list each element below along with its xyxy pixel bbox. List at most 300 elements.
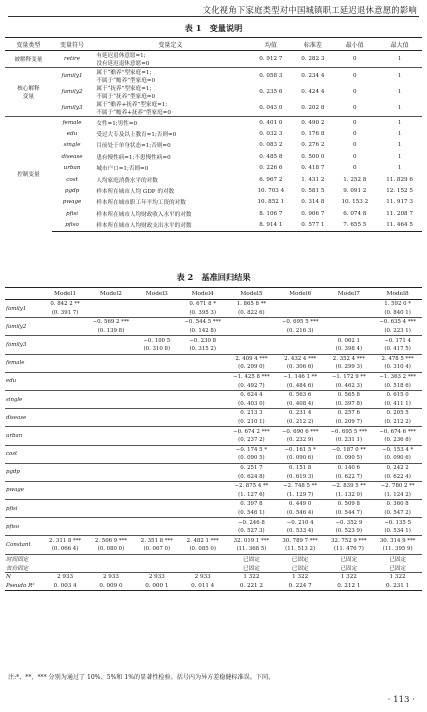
t2-stat-row <box>5 572 422 581</box>
t2-coef-cell <box>44 409 87 418</box>
t2-se-cell: (0. 139 8) <box>97 328 125 335</box>
t2-se-cell <box>227 327 276 336</box>
t1-min: 9. 091 2 <box>343 188 367 195</box>
t2-se-cell: (0. 624 8) <box>238 473 265 480</box>
t1-sd: 0. 282 3 <box>301 56 325 62</box>
t1-max: 1 <box>397 105 402 111</box>
t2-se-cell: (0. 310 8) <box>143 346 171 353</box>
t1-min: 6. 074 8 <box>343 210 367 217</box>
t2-fixed-cell: 已固定 <box>373 554 422 563</box>
t1-mean: 6. 967 2 <box>259 176 283 183</box>
t1-definition: 目前处于单身状态=1;否则=0 <box>96 143 171 150</box>
t2-coef-cell: −0. 230 8 <box>178 336 227 345</box>
t1-symbol: family3 <box>61 105 83 111</box>
t2-se-row <box>5 363 422 372</box>
t2-coef-cell <box>135 481 178 490</box>
t1-max: 1 <box>377 68 422 85</box>
t1-max: 12. 152 5 <box>386 188 413 195</box>
t2-coef-cell <box>135 354 178 363</box>
variable-table <box>5 37 422 232</box>
t2-se-cell: (0. 527 3) <box>238 528 265 535</box>
t2-coef-cell: 0. 563 6 <box>276 390 325 399</box>
t2-coef-cell <box>44 445 87 454</box>
t2-stat-cell: 0. 011 4 <box>178 581 227 590</box>
t2-var-name: disease <box>5 409 44 427</box>
t2-stat-cell: 1 322 <box>227 572 276 581</box>
t1-max: 11. 829 6 <box>386 176 413 183</box>
t2-fixed-row <box>5 563 422 572</box>
t2-coef-row <box>5 336 422 345</box>
t2-var-name: female <box>5 354 44 372</box>
t2-stat-cell: 0. 231 1 <box>373 581 422 590</box>
t2-se-cell: (11. 513 2) <box>285 546 316 553</box>
t1-definition: 人均家庭消费水平的对数 <box>96 177 158 184</box>
t2-coef-cell: 0. 062 1 <box>324 336 373 345</box>
t2-var-name: pfiso <box>5 518 44 536</box>
t2-se-cell: (0. 231 1) <box>335 437 363 444</box>
t1-definition: 样本所在城市人均财政收入水平的对数 <box>96 211 192 218</box>
t1-max: 1 <box>397 142 402 149</box>
t2-se-cell <box>87 436 136 445</box>
t1-min: 1. 252 8 <box>343 176 367 183</box>
t2-col-header <box>5 288 44 300</box>
t1-mean: 0. 235 6 <box>259 89 283 95</box>
t2-coef-cell: 0. 257 6 <box>324 409 373 418</box>
t1-definition: 女性=1;男性=0 <box>92 117 248 129</box>
t2-coef-cell: 2. 311 8 *** <box>44 536 87 545</box>
t1-col-header: 变量符号 <box>52 38 93 51</box>
t2-coef-row <box>5 409 422 418</box>
t2-coef-cell: −0. 161 5 * <box>276 445 325 454</box>
t2-se-cell: (0. 533 4) <box>286 528 314 535</box>
t1-definition: 属于“抚养”型家庭=1; 不属于“抚养”型家庭=0 <box>96 86 156 100</box>
t2-coef-cell: 0. 397 8 <box>227 500 276 509</box>
t2-se-cell <box>276 309 325 318</box>
t1-sd: 0. 500 0 <box>301 153 325 160</box>
t2-coef-cell: −0. 674 6 *** <box>373 427 422 436</box>
t2-se-row <box>5 545 422 554</box>
t2-se-cell <box>178 381 227 390</box>
t2-stat-cell: 0. 000 1 <box>135 581 178 590</box>
t1-mean: 8. 106 7 <box>259 210 283 217</box>
t1-symbol: family1 <box>52 68 93 85</box>
t2-coef-cell: 0. 615 0 <box>373 390 422 399</box>
t2-fixed-cell <box>44 554 87 563</box>
t2-fixed-cell: 已固定 <box>227 554 276 563</box>
t1-max: 1 <box>397 56 402 62</box>
t2-se-cell <box>178 509 227 518</box>
header-rule <box>8 16 419 17</box>
t2-var-name: single <box>5 390 44 408</box>
t1-min: 10. 153 2 <box>341 199 369 206</box>
t2-se-cell: (0. 299 0) <box>238 364 265 371</box>
t2-fixed-cell <box>135 563 178 572</box>
t2-coef-cell: −0. 635 4 *** <box>373 318 422 327</box>
t2-se-cell <box>178 418 227 427</box>
t2-se-cell <box>135 418 178 427</box>
t2-se-cell <box>276 345 325 354</box>
t2-coef-cell <box>44 463 87 472</box>
t1-max: 1 <box>377 117 422 129</box>
t2-coef-cell <box>135 518 178 527</box>
t2-coef-cell <box>178 427 227 436</box>
t2-coef-cell: 2. 351 8 *** <box>135 536 178 545</box>
t2-coef-row <box>5 372 422 381</box>
t1-symbol: urban <box>63 165 81 172</box>
table-note: 注:*、**、*** 分别为通过了 10%、5%和 1%的显著性检验。括号内为异方差稳健标准误。下同。 <box>8 674 275 681</box>
t1-col-header: 最大值 <box>377 38 422 51</box>
t2-coef-cell <box>44 518 87 527</box>
t2-coef-cell <box>44 336 87 345</box>
regression-table <box>5 287 422 591</box>
t2-coef-cell: −0. 569 2 *** <box>87 318 136 327</box>
t2-se-cell: (0. 216 3) <box>286 328 314 335</box>
t1-sd: 0. 906 7 <box>301 210 325 217</box>
t2-coef-cell: 30. 314 9 *** <box>373 536 422 545</box>
t1-row <box>5 197 422 208</box>
t2-se-cell: (0. 822 6) <box>238 309 265 316</box>
t2-coef-cell <box>87 409 136 418</box>
t2-coef-cell: 2. 482 1 *** <box>178 536 227 545</box>
t2-stat-cell: 0. 221 2 <box>227 581 276 590</box>
t1-row <box>5 208 422 219</box>
t1-symbol: female <box>52 117 93 129</box>
t1-sd: 0. 276 2 <box>301 142 325 149</box>
t1-definition: 有延迟退休意愿=1; 没有延迟退休意愿=0 <box>96 53 150 67</box>
t2-se-cell <box>135 490 178 499</box>
t2-coef-cell <box>87 372 136 381</box>
t2-coef-cell <box>44 500 87 509</box>
t1-row <box>5 100 422 117</box>
t1-definition: 样本所在城市人均财政支出水平的对数 <box>92 220 248 232</box>
t1-sd: 0. 202 8 <box>301 105 325 111</box>
t2-stat-cell: 2 933 <box>87 572 136 581</box>
t2-var-name: family2 <box>5 318 44 336</box>
t2-stat-label: Pseudo R² <box>5 581 44 590</box>
t1-definition: 患有慢性病=1;不患慢性病=0 <box>96 154 171 161</box>
t2-se-cell: (1. 127 6) <box>238 491 265 498</box>
t2-coef-cell <box>87 300 136 309</box>
t2-coef-cell: 0. 360 8 <box>373 500 422 509</box>
t2-coef-cell <box>44 390 87 399</box>
t2-coef-cell: −2. 875 4 ** <box>227 481 276 490</box>
t2-coef-cell: −2. 748 5 ** <box>276 481 325 490</box>
t2-coef-cell: 0. 213 3 <box>227 409 276 418</box>
t2-se-cell: (0. 310 4) <box>384 364 411 371</box>
t1-row <box>5 151 422 162</box>
t2-coef-cell <box>135 318 178 327</box>
t2-se-cell <box>44 327 87 336</box>
t2-se-cell: (0. 090 6) <box>384 455 411 462</box>
t2-coef-cell: 0. 151 8 <box>276 463 325 472</box>
t2-coef-cell <box>87 463 136 472</box>
t2-coef-cell <box>227 318 276 327</box>
t2-coef-cell <box>87 427 136 436</box>
t1-min: 0 <box>353 89 357 95</box>
t1-definition: 样本所在城市人均 GDP 的对数 <box>96 189 175 196</box>
t2-se-cell <box>87 309 136 318</box>
t2-se-cell <box>44 363 87 372</box>
t2-coef-cell: 2. 352 4 *** <box>324 354 373 363</box>
t2-coef-row <box>5 518 422 527</box>
t2-coef-cell: 0. 231 4 <box>276 409 325 418</box>
t2-se-cell <box>44 381 87 390</box>
t2-se-cell <box>135 363 178 372</box>
t2-se-cell: (0. 080 0) <box>97 546 125 553</box>
t2-coef-cell: 0. 509 8 <box>324 500 373 509</box>
t2-coef-row <box>5 500 422 509</box>
t1-symbol: edu <box>66 131 78 138</box>
t2-coef-cell: 32. 752 9 *** <box>324 536 373 545</box>
t2-col-header: Model8 <box>373 288 422 300</box>
t2-coef-cell: 0. 671 8 * <box>189 301 217 308</box>
t2-coef-cell <box>87 500 136 509</box>
t2-var-name: cost <box>5 445 44 463</box>
t2-stat-cell: 2 933 <box>44 572 87 581</box>
t2-se-cell: (0. 236 8) <box>384 437 411 444</box>
t1-mean: 0. 043 0 <box>259 105 283 111</box>
t2-se-cell: (0. 395 3) <box>189 309 216 316</box>
t1-mean: 10. 852 1 <box>257 199 285 206</box>
t2-fixed-cell <box>178 563 227 572</box>
t2-se-cell <box>87 472 136 481</box>
t2-coef-row <box>5 427 422 436</box>
t1-symbol: pfisi <box>66 210 79 217</box>
t2-se-cell: (0. 518 6) <box>384 382 411 389</box>
t1-sd: 1. 431 2 <box>301 176 325 183</box>
t2-coef-cell <box>178 518 227 527</box>
t2-col-header: Model7 <box>324 288 373 300</box>
t2-se-cell: (0. 403 0) <box>238 400 265 407</box>
t2-col-header: Model5 <box>227 288 276 300</box>
t2-col-header: Model4 <box>178 288 227 300</box>
t2-se-cell <box>44 436 87 445</box>
t2-stat-cell: 1 322 <box>276 572 325 581</box>
t2-se-cell <box>44 527 87 536</box>
t2-se-cell <box>87 381 136 390</box>
t2-se-cell: (0. 840 1) <box>384 309 411 316</box>
t2-se-cell: (0. 398 4) <box>335 346 363 353</box>
t2-se-row <box>5 436 422 445</box>
t1-definition: 属于“赡养+抚养”型家庭=1; 不属于“赡养+抚养”型家庭=0 <box>96 102 171 116</box>
t1-mean: 0. 401 0 <box>248 117 293 129</box>
t1-definition: 受过大专及以上教育=1;否则=0 <box>96 132 177 139</box>
t1-mean: 10. 703 4 <box>257 188 285 195</box>
t2-se-cell: (0. 397 8) <box>335 400 363 407</box>
t2-var-name: edu <box>5 372 44 390</box>
t2-se-row <box>5 527 422 536</box>
t2-se-cell <box>87 454 136 463</box>
t2-se-cell: (0. 544 7) <box>335 509 363 516</box>
t1-col-header: 最小值 <box>332 38 377 51</box>
t2-coef-cell <box>87 354 136 363</box>
t2-se-cell <box>44 400 87 409</box>
t2-coef-cell <box>178 390 227 399</box>
t2-se-cell: (0. 417 5) <box>384 346 411 353</box>
t2-se-cell: (0. 306 6) <box>286 364 314 371</box>
t1-definition: 样本所在城市职工年平均工资的对数 <box>96 200 186 207</box>
t1-max: 1 <box>397 165 402 172</box>
t2-coef-cell: −1. 425 8 *** <box>227 372 276 381</box>
t1-mean: 0. 083 2 <box>259 142 283 149</box>
t2-coef-cell: 1. 865 8 ** <box>236 301 267 308</box>
t2-se-cell <box>178 527 227 536</box>
t2-var-name: pwage <box>5 481 44 499</box>
t2-var-name: urban <box>5 427 44 445</box>
t2-coef-cell: −0. 674 2 *** <box>227 427 276 436</box>
t2-coef-cell: 32. 019 1 *** <box>227 536 276 545</box>
t2-col-header: Model1 <box>44 288 87 300</box>
t2-se-cell <box>44 490 87 499</box>
t2-stat-cell: 2 933 <box>178 572 227 581</box>
t2-se-cell <box>135 527 178 536</box>
t2-coef-row <box>5 463 422 472</box>
t2-se-row <box>5 454 422 463</box>
t2-se-cell <box>135 509 178 518</box>
t1-max: 11. 208 7 <box>386 210 413 217</box>
t2-se-cell: (0. 408 4) <box>286 400 314 407</box>
t2-se-cell: (0. 210 1) <box>238 419 265 426</box>
t2-coef-cell: −2. 780 2 ** <box>373 481 422 490</box>
t1-min: 0 <box>353 105 357 111</box>
t2-coef-cell: 2. 506 9 *** <box>87 536 136 545</box>
t2-stat-cell: 0. 009 0 <box>87 581 136 590</box>
t2-var-name: pfisi <box>5 500 44 518</box>
t1-mean: 0. 912 7 <box>259 56 283 62</box>
t1-symbol: cost <box>66 176 78 183</box>
t2-fixed-label: 时间固定 <box>5 554 44 563</box>
t2-se-cell <box>324 327 373 336</box>
t2-se-cell: (0. 619 3) <box>286 473 314 480</box>
running-header: 文化视角下家庭类型对中国城镇职工延迟退休意愿的影响 <box>202 5 417 15</box>
t2-stat-label: N <box>5 572 44 581</box>
t2-se-cell: (1. 124 2) <box>384 491 411 498</box>
t2-fixed-cell <box>87 554 136 563</box>
t2-se-cell: (0. 085 0) <box>189 546 216 553</box>
t2-coef-cell <box>135 427 178 436</box>
t2-se-cell: (0. 067 0) <box>143 546 171 553</box>
t2-se-cell: (0. 315 2) <box>189 346 216 353</box>
t2-coef-row <box>5 300 422 309</box>
t2-coef-cell <box>135 372 178 381</box>
t2-se-cell: (0. 547 2) <box>384 509 411 516</box>
t2-se-cell <box>178 454 227 463</box>
t2-coef-cell <box>135 445 178 454</box>
t2-coef-cell <box>87 336 136 345</box>
t1-col-header: 变量定义 <box>92 38 248 51</box>
t2-stat-cell: 1 322 <box>324 572 373 581</box>
t1-min: 0 <box>353 165 357 172</box>
t1-row <box>5 128 422 139</box>
t2-coef-cell: 0. 205 5 <box>373 409 422 418</box>
t1-sd: 0. 234 4 <box>293 68 332 85</box>
t2-coef-cell: −0. 210 4 <box>276 518 325 527</box>
t2-se-cell: (0. 090 5) <box>335 455 363 462</box>
t1-definition: 城市户口=1;否则=0 <box>96 166 149 173</box>
t1-row <box>5 51 422 68</box>
t2-se-row <box>5 400 422 409</box>
t1-row <box>5 174 422 185</box>
t2-se-cell <box>44 418 87 427</box>
t2-coef-row <box>5 354 422 363</box>
t2-se-cell: (1. 129 7) <box>286 491 314 498</box>
t2-coef-cell <box>178 409 227 418</box>
t2-coef-cell <box>44 481 87 490</box>
t2-coef-cell <box>178 481 227 490</box>
t2-se-row <box>5 309 422 318</box>
t2-se-cell <box>87 418 136 427</box>
t2-coef-cell: 30. 789 7 *** <box>276 536 325 545</box>
t2-coef-cell <box>135 500 178 509</box>
t2-se-cell <box>87 490 136 499</box>
t2-se-cell <box>178 400 227 409</box>
t1-max: 1 <box>397 131 402 138</box>
t2-coef-cell <box>324 300 373 309</box>
t2-coef-cell: 2. 409 4 *** <box>227 354 276 363</box>
t2-coef-cell <box>44 318 87 327</box>
t1-max: 11. 917 3 <box>386 199 413 206</box>
t2-se-cell: (11. 395 9) <box>382 546 413 553</box>
t2-se-cell: (0. 090 6) <box>286 455 314 462</box>
t1-symbol: family2 <box>61 89 83 95</box>
t2-se-cell <box>135 472 178 481</box>
t2-se-cell: (0. 622 7) <box>335 473 363 480</box>
t2-se-cell <box>44 454 87 463</box>
page-number: · 113 · <box>387 695 415 705</box>
t2-fixed-cell <box>44 563 87 572</box>
t1-sd: 0. 314 8 <box>301 199 325 206</box>
t2-coef-row <box>5 390 422 399</box>
t2-se-cell <box>135 436 178 445</box>
t2-coef-cell <box>276 336 325 345</box>
t2-coef-cell <box>276 300 325 309</box>
t2-var-name: family1 <box>6 305 27 312</box>
t2-coef-row <box>5 481 422 490</box>
t2-se-cell <box>178 490 227 499</box>
t2-se-cell: (0. 212 2) <box>286 419 314 426</box>
t1-row <box>5 84 422 100</box>
t2-coef-cell: −0. 135 5 <box>373 518 422 527</box>
t2-fixed-row <box>5 554 422 563</box>
t2-coef-cell: −0. 187 0 ** <box>324 445 373 454</box>
t2-coef-cell: −0. 171 4 <box>373 336 422 345</box>
t2-coef-cell <box>44 427 87 436</box>
t2-coef-cell <box>44 372 87 381</box>
t2-se-cell <box>44 345 87 354</box>
t1-min: 0 <box>353 56 357 62</box>
t2-se-cell: (11. 476 7) <box>333 546 364 553</box>
t2-coef-cell: 0. 251 7 <box>227 463 276 472</box>
t2-coef-cell <box>227 336 276 345</box>
t2-se-cell: (0. 232 9) <box>286 437 314 444</box>
t2-se-cell <box>87 509 136 518</box>
t2-se-cell: (0. 090 5) <box>238 455 265 462</box>
t2-se-row <box>5 381 422 390</box>
t2-coef-cell: −1. 172 9 ** <box>324 372 373 381</box>
t2-coef-cell: 0. 842 2 ** <box>50 301 80 308</box>
t2-se-cell: (0. 237 2) <box>238 437 265 444</box>
t1-min: 0 <box>332 68 377 85</box>
t1-max: 1 <box>397 89 402 95</box>
t2-se-cell <box>135 454 178 463</box>
t2-var-name: Constant <box>5 536 44 554</box>
t1-row <box>5 220 422 232</box>
t2-coef-cell: 0. 624 4 <box>227 390 276 399</box>
t1-max: 1 <box>397 153 402 160</box>
t2-fixed-cell: 已固定 <box>291 565 309 572</box>
t1-mean: 8. 914 1 <box>248 220 293 232</box>
t1-mean: 0. 058 3 <box>248 68 293 85</box>
